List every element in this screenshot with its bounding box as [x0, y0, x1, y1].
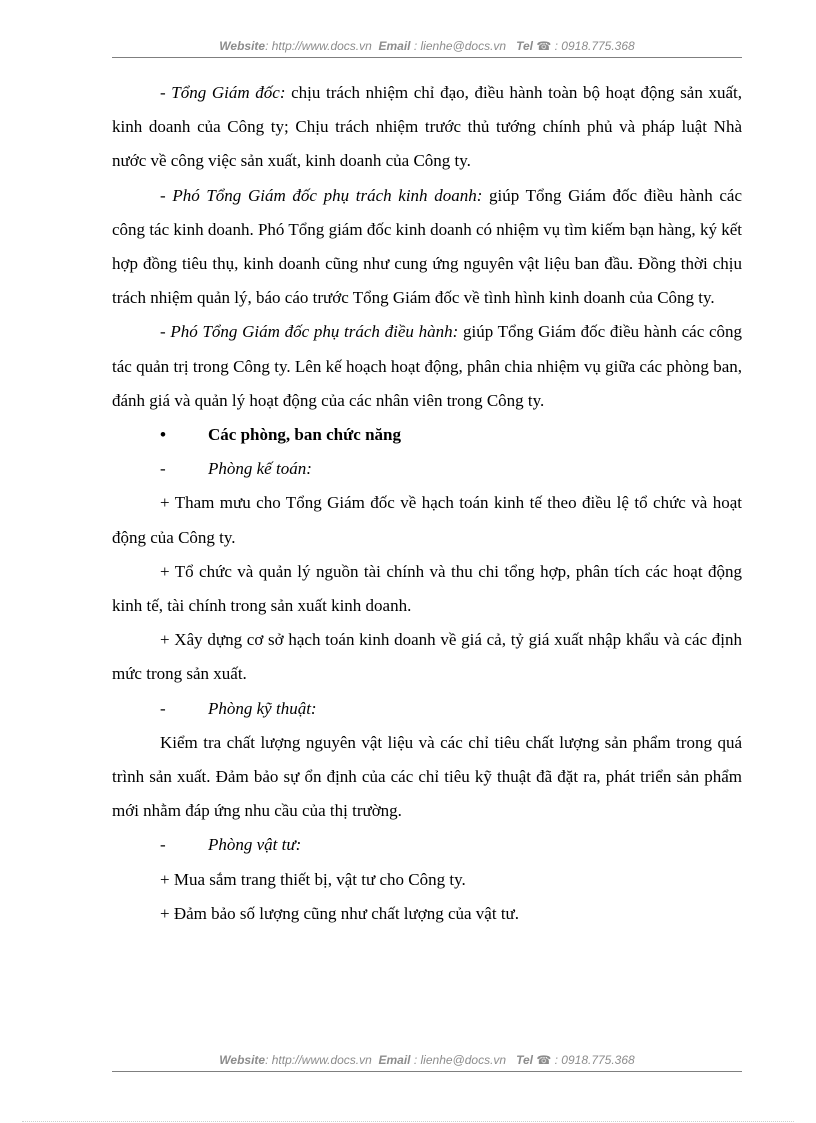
- document-body: [112, 76, 742, 931]
- subsection-title: Phòng kế toán:: [208, 459, 312, 479]
- subsection-text: Kiểm tra chất lượng nguyên vật liệu và các chỉ tiêu chất lượng sản phẩm trong quá trình sản xuất. Đảm bảo sự ổn định của các chỉ tiêu kỹ thuật đã đặt ra, phát triển sản phẩm mới nhằm đáp ứng nhu cầu của thị trường.: [112, 732, 742, 821]
- footer-email: : lienhe@docs.vn: [413, 1053, 507, 1067]
- list-item: + Đảm bảo số lượng cũng như chất lượng của vật tư.: [160, 903, 520, 923]
- subsection-supplies: [112, 828, 742, 862]
- dash-marker: -: [160, 835, 166, 855]
- role-title: - Phó Tổng Giám đốc phụ trách điều hành:: [160, 322, 459, 342]
- bullet-icon: •: [160, 425, 166, 445]
- role-description: giúp Tổng Giám đốc điều hành các công tác kinh doanh. Phó Tổng giám đốc kinh doanh có nhiệm vụ tìm kiếm bạn hàng, ký kết hợp đồng tiêu thụ, kinh doanh cũng như cung ứng nguyên vật liệu ban đầu. Đồng thời chịu trách nhiệm quản lý, báo cáo trước Tổng Giám đốc về tình hình kinh doanh của Công ty.: [112, 185, 742, 308]
- paragraph-general-director: [112, 76, 742, 179]
- list-item: + Tham mưu cho Tổng Giám đốc về hạch toán kinh tế theo điều lệ tổ chức và hoạt động của Công ty.: [112, 493, 742, 547]
- header-website: : http://www.docs.vn: [265, 39, 372, 53]
- paragraph-deputy-business: [112, 179, 742, 316]
- page-footer: [112, 1053, 742, 1072]
- header-email-label: Email: [378, 39, 411, 53]
- role-description: chịu trách nhiệm chỉ đạo, điều hành toàn bộ hoạt động sản xuất, kinh doanh của Công ty; Chịu trách nhiệm trước thủ tướng chính phủ và pháp luật Nhà nước về công việc sản xuất, kinh doanh của Công ty.: [112, 83, 742, 171]
- role-description: giúp Tổng Giám đốc điều hành các công tác quản trị trong Công ty. Lên kế hoạch hoạt động, phân chia nhiệm vụ giữa các phòng ban, đánh giá và quản lý hoạt động của các nhân viên trong Công ty.: [112, 322, 742, 410]
- role-title: - Tổng Giám đốc:: [160, 83, 286, 102]
- footer-website: : http://www.docs.vn: [265, 1053, 372, 1067]
- section-heading-text: Các phòng, ban chức năng: [208, 425, 402, 445]
- page-header: [112, 39, 742, 58]
- section-heading: [112, 418, 742, 452]
- footer-email-label: Email: [378, 1053, 411, 1067]
- footer-tel-label: Tel: [516, 1053, 533, 1067]
- role-title: - Phó Tổng Giám đốc phụ trách kinh doanh:: [160, 185, 483, 205]
- list-item: + Xây dựng cơ sở hạch toán kinh doanh về giá cả, tỷ giá xuất nhập khẩu và các định mức trong sản xuất.: [112, 630, 742, 684]
- footer-tel: ☎ : 0918.775.368: [536, 1053, 635, 1067]
- dash-marker: -: [160, 698, 166, 718]
- subsection-technical: [112, 692, 742, 726]
- footer-website-label: Website: [219, 1053, 266, 1067]
- header-email: : lienhe@docs.vn: [413, 39, 507, 53]
- list-item: + Mua sắm trang thiết bị, vật tư cho Công ty.: [160, 869, 466, 889]
- list-item: + Tổ chức và quản lý nguồn tài chính và thu chi tổng hợp, phân tích các hoạt động kinh tế, tài chính trong sản xuất kinh doanh.: [112, 561, 742, 616]
- header-website-label: Website: [219, 39, 266, 53]
- paragraph-deputy-operations: [112, 315, 742, 418]
- subsection-title: Phòng vật tư:: [208, 835, 302, 855]
- header-tel: ☎ : 0918.775.368: [536, 39, 635, 53]
- page-edge-divider: [22, 1121, 794, 1122]
- dash-marker: -: [160, 459, 166, 479]
- subsection-accounting: [112, 452, 742, 486]
- header-tel-label: Tel: [516, 39, 533, 53]
- subsection-title: Phòng kỹ thuật:: [208, 698, 317, 718]
